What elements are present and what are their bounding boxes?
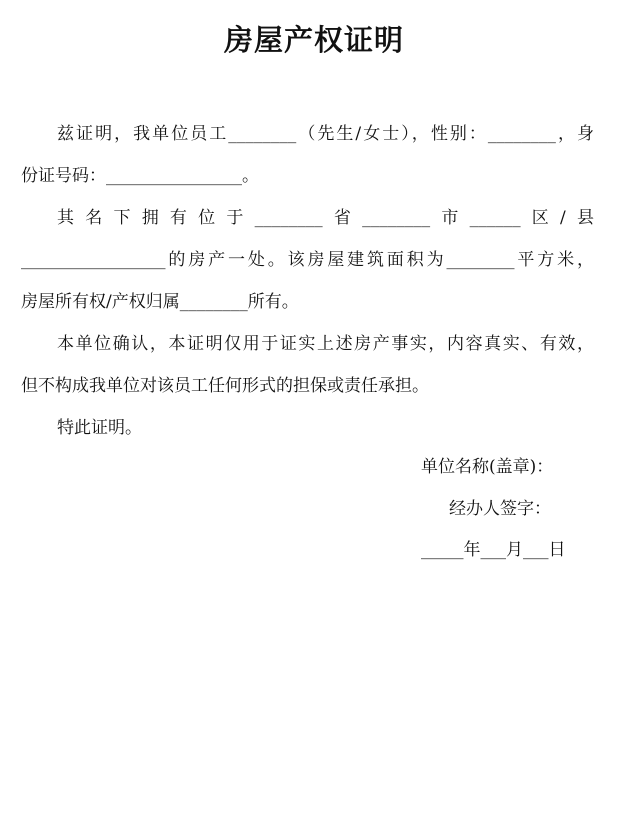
paragraph-line: 份证号码：________________。 [21, 166, 259, 186]
paragraph-line: _________________的房产一处。该房屋建筑面积为________平方米， [21, 250, 594, 270]
document-title: 房屋产权证明 [223, 23, 404, 57]
paragraph-line: 其名下拥有位于________省________市______区/县 [57, 208, 594, 228]
signature-date: _____年___月___日 [421, 540, 566, 560]
signature-handler: 经办人签字： [449, 499, 551, 519]
paragraph-line: 但不构成我单位对该员工任何形式的担保或责任承担。 [21, 376, 429, 396]
document-body [21, 113, 594, 449]
paragraph-line: 兹证明，我单位员工________（先生/女士），性别：________，身 [57, 124, 594, 144]
paragraph-line: 特此证明。 [57, 418, 142, 438]
signature-unit-name: 单位名称(盖章)： [421, 457, 554, 477]
paragraph-line: 本单位确认，本证明仅用于证实上述房产事实，内容真实、有效， [57, 334, 594, 354]
paragraph-line: 房屋所有权/产权归属________所有。 [21, 292, 299, 312]
